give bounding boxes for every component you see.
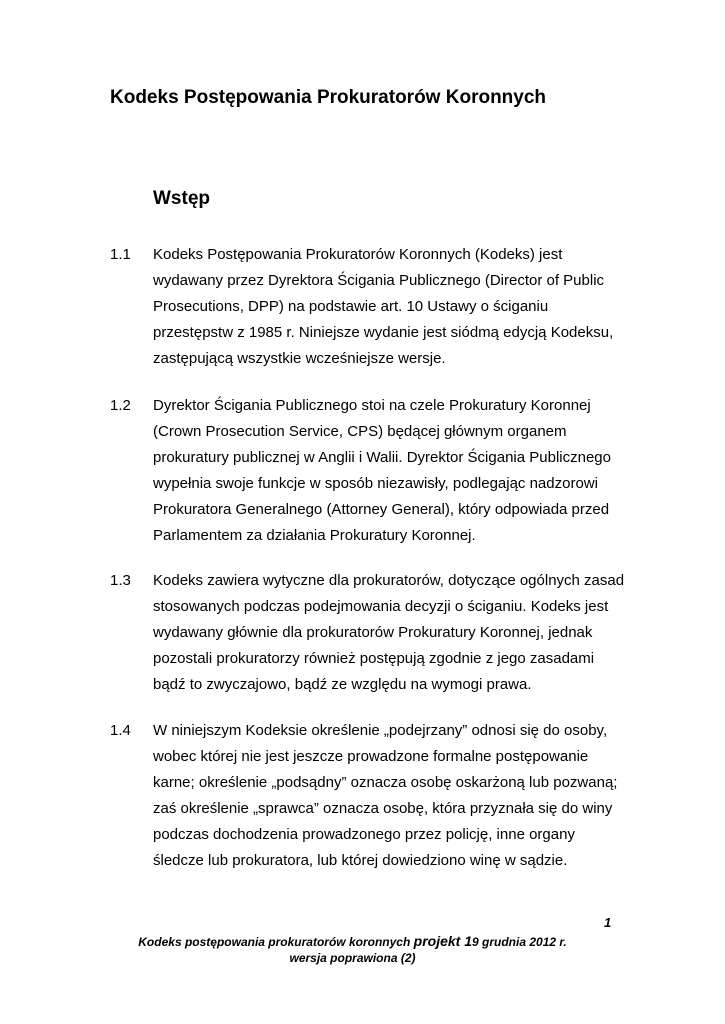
paragraph-text xyxy=(153,242,633,372)
paragraph-line: karne; określenie „podsądny” oznacza osobę oskarżoną lub pozwaną; xyxy=(153,774,618,791)
footer-date: 9 grudnia 2012 r. xyxy=(472,935,567,949)
paragraph-line: śledcze lub prokuratora, lub której dowiedziono winę w sądzie. xyxy=(153,852,568,869)
paragraph-line: Parlamentem za działania Prokuratury Koronnej. xyxy=(153,527,476,544)
page-footer xyxy=(60,933,645,966)
section-heading: Wstęp xyxy=(153,188,210,209)
footer-project-label: projekt 1 xyxy=(413,933,472,949)
paragraph-line: (Crown Prosecution Service, CPS) będącej głównym organem xyxy=(153,423,567,440)
document-title: Kodeks Postępowania Prokuratorów Koronnych xyxy=(110,87,547,108)
paragraph-number: 1.2 xyxy=(110,397,131,414)
paragraph-line: wydawany głównie dla prokuratorów Prokuratury Koronnej, jednak xyxy=(153,624,593,641)
paragraph-line: wydawany przez Dyrektora Ścigania Publicznego (Director of Public xyxy=(153,272,605,289)
paragraph-line: Prokuratora Generalnego (Attorney General), który odpowiada przed xyxy=(153,501,610,518)
paragraph-line: pozostali prokuratorzy również postępują zgodnie z jego zasadami xyxy=(153,650,595,667)
paragraph-line: Prosecutions, DPP) na podstawie art. 10 Ustawy o ściganiu xyxy=(153,298,549,315)
paragraph-line: podczas dochodzenia prowadzonego przez policję, inne organy xyxy=(153,826,575,843)
paragraph-line: stosowanych podczas podejmowania decyzji o ściganiu. Kodeks jest xyxy=(153,598,609,615)
paragraph-line: prokuratury publicznej w Anglii i Walii. Dyrektor Ścigania Publicznego xyxy=(153,449,611,466)
paragraph-line: wypełnia swoje funkcje w sposób niezawisły, podlegając nadzorowi xyxy=(153,475,598,492)
paragraph-line: Kodeks zawiera wytyczne dla prokuratorów, dotyczące ogólnych zasad xyxy=(153,572,625,589)
footer-line-2: wersja poprawiona (2) xyxy=(289,951,416,965)
paragraph-line: wobec której nie jest jeszcze prowadzone formalne postępowanie xyxy=(153,748,589,765)
paragraph-text xyxy=(153,393,633,549)
footer-text: Kodeks postępowania prokuratorów koronnych xyxy=(138,935,414,949)
paragraph-text xyxy=(153,718,633,874)
footer-line-1 xyxy=(60,933,645,950)
paragraph-line: Dyrektor Ścigania Publicznego stoi na czele Prokuratury Koronnej xyxy=(153,397,591,414)
paragraph-line: zaś określenie „sprawca” oznacza osobę, która przyznała się do winy xyxy=(153,800,613,817)
paragraph-line: przestępstw z 1985 r. Niniejsze wydanie jest siódmą edycją Kodeksu, xyxy=(153,324,614,341)
paragraph-line: W niniejszym Kodeksie określenie „podejrzany” odnosi się do osoby, xyxy=(153,722,608,739)
paragraph-text xyxy=(153,568,633,698)
paragraph-line: Kodeks Postępowania Prokuratorów Koronnych (Kodeks) jest xyxy=(153,246,563,263)
paragraph-number: 1.3 xyxy=(110,572,131,589)
paragraph-number: 1.1 xyxy=(110,246,131,263)
page-number: 1 xyxy=(604,915,612,930)
paragraph-number: 1.4 xyxy=(110,722,131,739)
paragraph-line: zastępującą wszystkie wcześniejsze wersje. xyxy=(153,350,446,367)
paragraph-line: bądź to zwyczajowo, bądź ze względu na wymogi prawa. xyxy=(153,676,532,693)
